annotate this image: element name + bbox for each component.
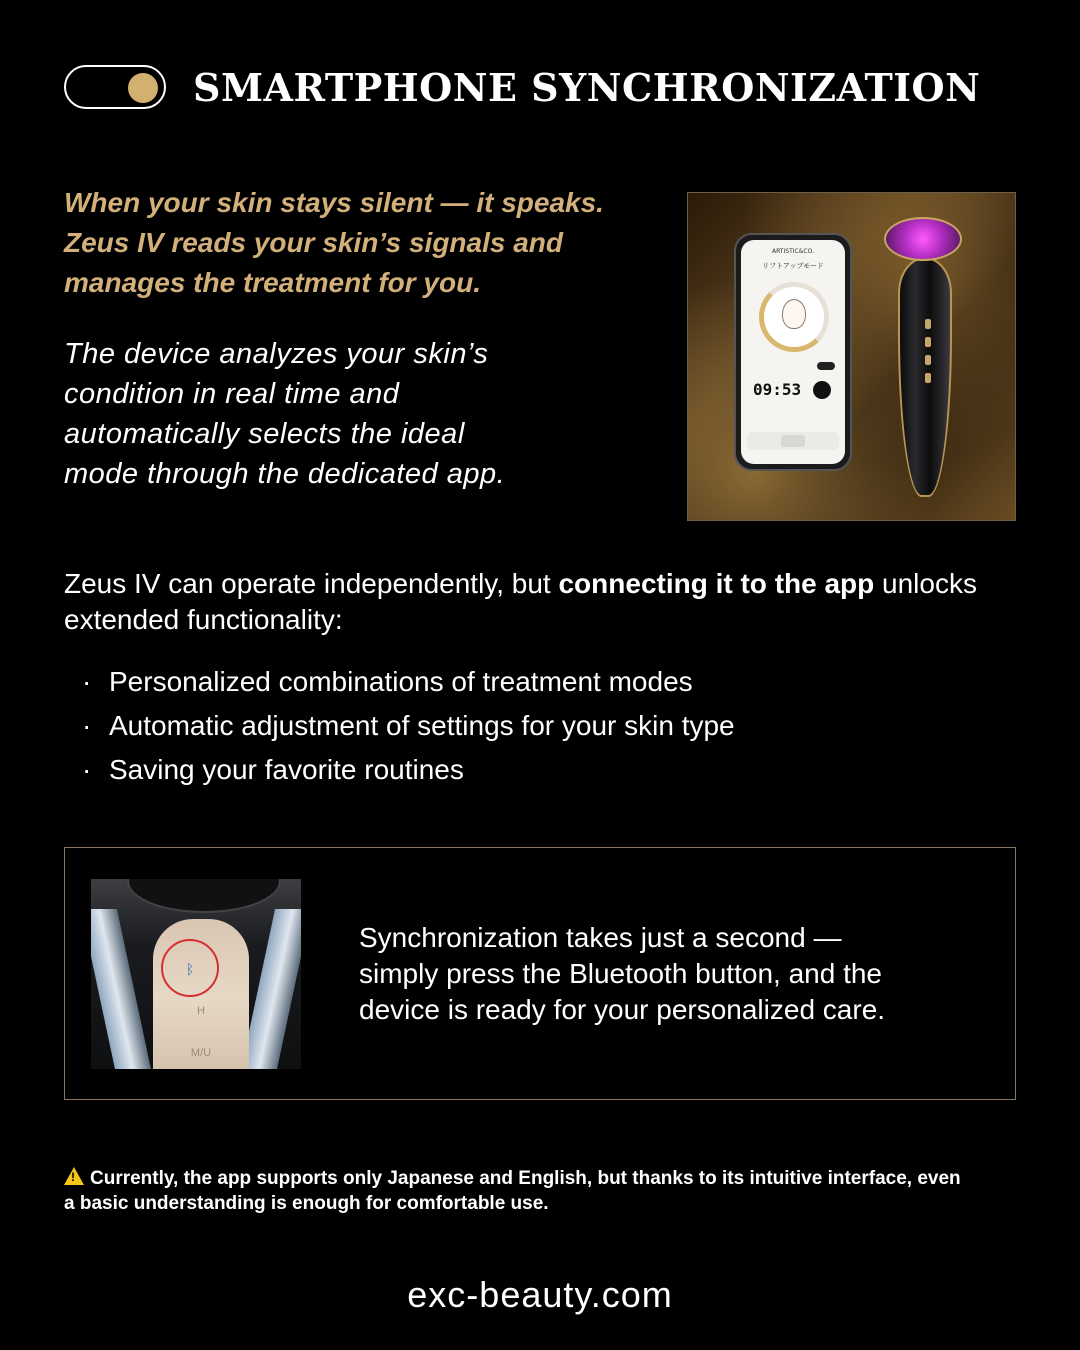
list-item bbox=[82, 660, 735, 704]
feature-label: Automatic adjustment of settings for your skin type bbox=[109, 710, 735, 741]
sync-line: simply press the Bluetooth button, and the bbox=[359, 958, 882, 989]
lead-line: Zeus IV reads your skin’s signals and bbox=[64, 227, 564, 258]
level-tabs bbox=[747, 432, 839, 450]
description-line: automatically selects the ideal bbox=[64, 418, 465, 450]
beauty-device bbox=[884, 217, 966, 499]
description-line: mode through the dedicated app. bbox=[64, 458, 506, 490]
level-tab bbox=[750, 435, 775, 447]
app-screen bbox=[741, 240, 845, 464]
lead-text bbox=[64, 183, 674, 303]
sync-line: Synchronization takes just a second — bbox=[359, 922, 842, 953]
bullet-icon: · bbox=[82, 710, 92, 741]
highlight-circle bbox=[161, 939, 219, 997]
feature-label: Saving your favorite routines bbox=[109, 754, 464, 785]
app-brand: ARTISTIC&CO. bbox=[772, 248, 814, 255]
reset-button bbox=[817, 362, 835, 370]
intro-text bbox=[64, 566, 1034, 638]
device-head bbox=[884, 217, 962, 261]
device-dome bbox=[127, 879, 281, 913]
smartphone bbox=[734, 233, 852, 471]
description-line: The device analyzes your skin’s bbox=[64, 338, 489, 370]
level-tab bbox=[781, 435, 806, 447]
toggle-switch bbox=[64, 65, 166, 109]
sync-info-box bbox=[64, 847, 1016, 1100]
device-body bbox=[898, 257, 952, 497]
toggle-knob bbox=[128, 73, 158, 103]
bullet-icon: · bbox=[82, 754, 92, 785]
hero-product-image bbox=[687, 192, 1016, 521]
device-side bbox=[91, 909, 153, 1069]
description-line: condition in real time and bbox=[64, 378, 400, 410]
face-illustration bbox=[782, 299, 806, 329]
intro-text-after: unlocks extended functionality: bbox=[64, 568, 977, 635]
list-item bbox=[82, 704, 735, 748]
language-note bbox=[64, 1166, 964, 1216]
sync-line: device is ready for your personalized care. bbox=[359, 994, 886, 1025]
device-button bbox=[925, 337, 931, 347]
app-mode-title: リフトアップモード bbox=[762, 262, 824, 270]
page-title: SMARTPHONE SYNCHRONIZATION bbox=[193, 65, 981, 110]
mu-button-label: M/U bbox=[190, 1047, 212, 1059]
app-timer: 09:53 bbox=[753, 380, 802, 399]
sync-text bbox=[359, 920, 1009, 1028]
lead-line: When your skin stays silent — it speaks. bbox=[64, 187, 604, 218]
device-button bbox=[925, 373, 931, 383]
progress-ring bbox=[759, 282, 829, 352]
device-closeup-image bbox=[91, 879, 301, 1069]
lead-line: manages the treatment for you. bbox=[64, 267, 481, 298]
device-button bbox=[925, 319, 931, 329]
h-button-label: H bbox=[197, 1005, 205, 1017]
level-tab bbox=[811, 435, 836, 447]
list-item bbox=[82, 748, 735, 792]
website-link[interactable]: exc-beauty.com bbox=[407, 1274, 673, 1315]
pause-icon bbox=[813, 381, 831, 399]
note-text: Currently, the app supports only Japanese and English, but thanks to its intuitive interface, even a basic understanding is enough for comfortable use. bbox=[64, 1168, 961, 1214]
feature-label: Personalized combinations of treatment modes bbox=[109, 666, 693, 697]
warning-icon bbox=[64, 1167, 84, 1185]
feature-list bbox=[82, 660, 735, 792]
description-text bbox=[64, 334, 664, 494]
intro-text-bold: connecting it to the app bbox=[558, 568, 875, 599]
intro-text-before: Zeus IV can operate independently, but bbox=[64, 568, 559, 599]
bluetooth-icon: ᛒ bbox=[185, 961, 195, 977]
device-button bbox=[925, 355, 931, 365]
bullet-icon: · bbox=[82, 666, 92, 697]
